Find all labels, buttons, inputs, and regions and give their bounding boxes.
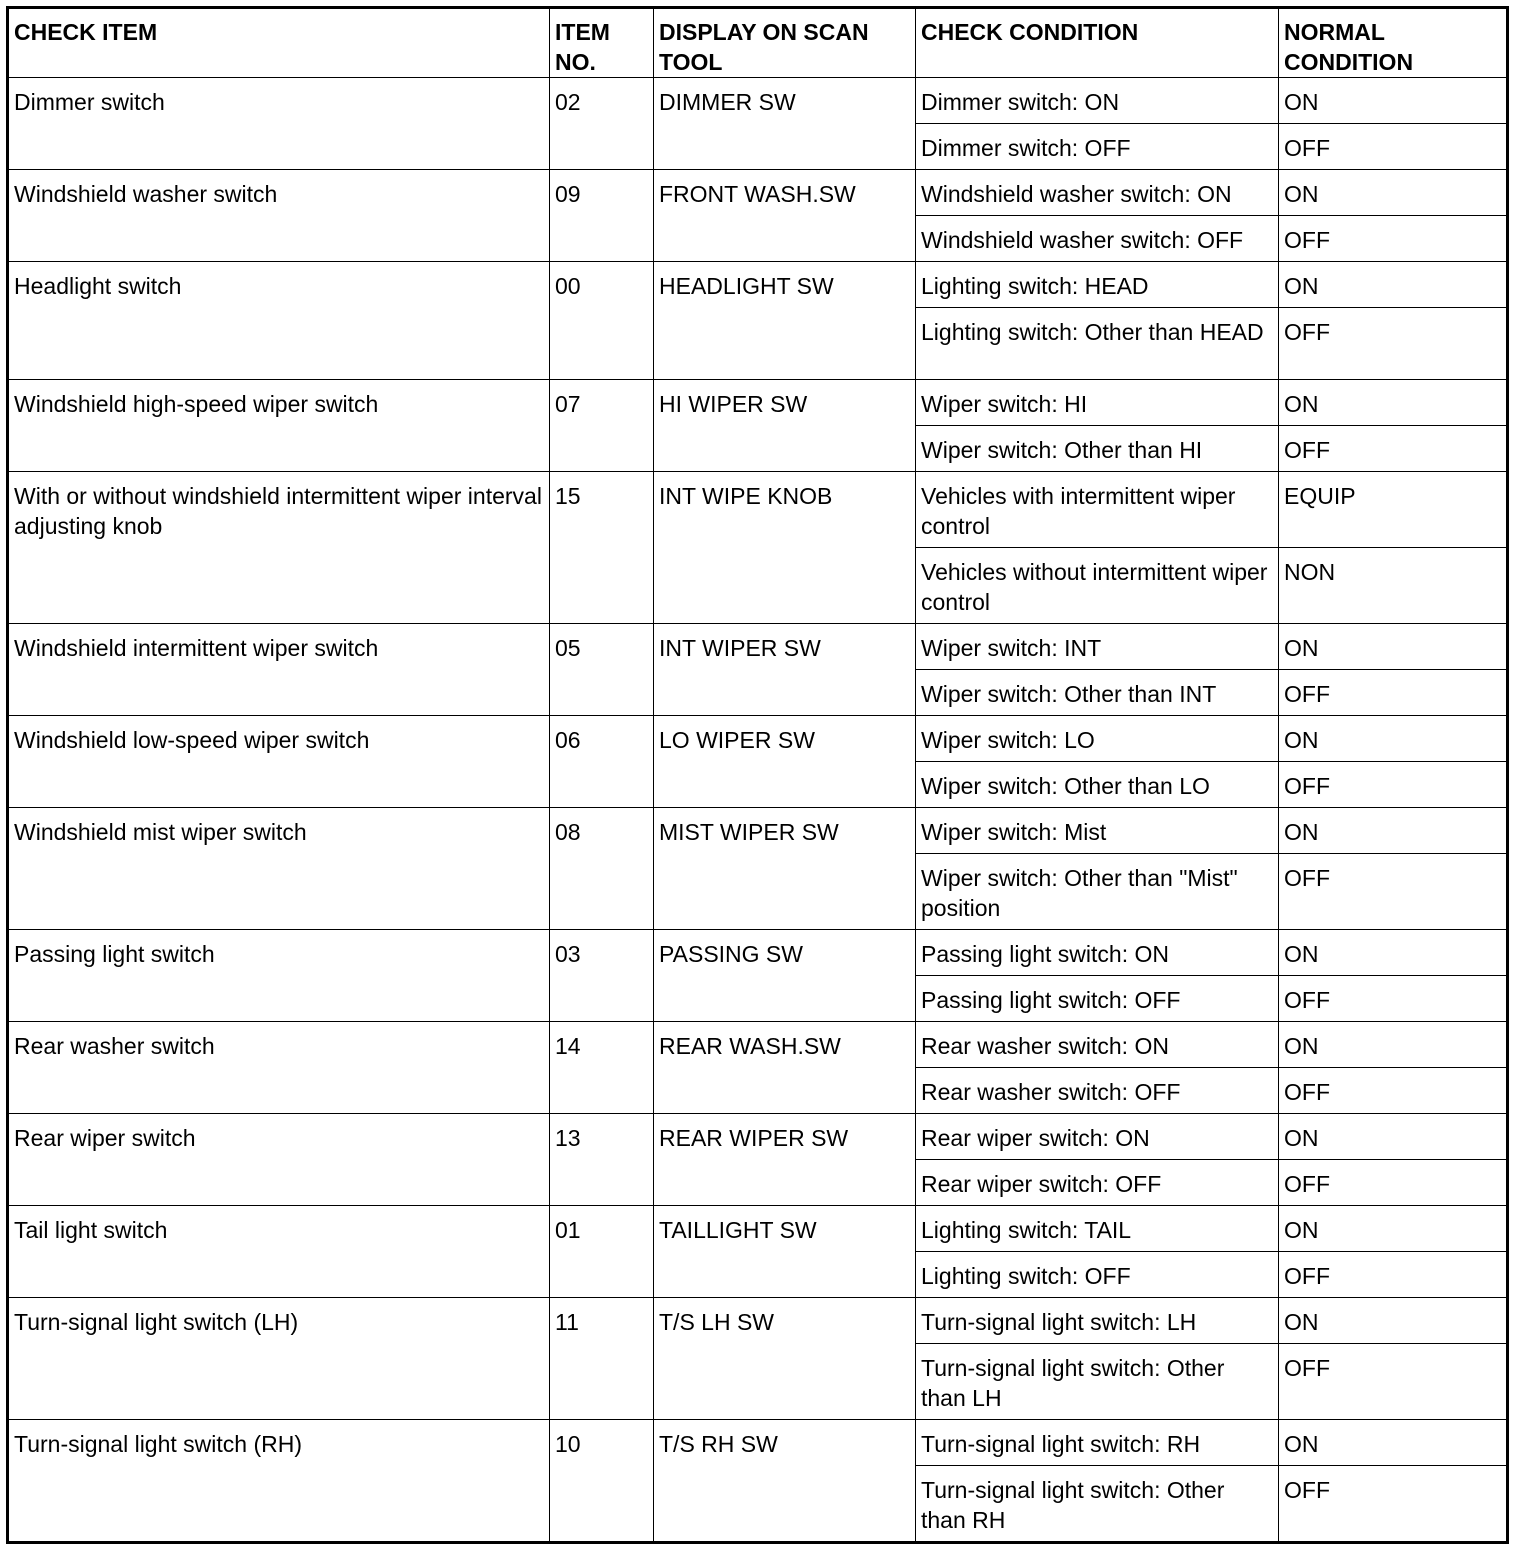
table-row <box>8 1022 1508 1068</box>
cell-item-no: 15 <box>550 472 654 624</box>
cell-item-no: 00 <box>550 262 654 380</box>
cell-item-no: 13 <box>550 1114 654 1206</box>
check-item-table <box>6 6 1509 1544</box>
cell-display-on-scan-tool: FRONT WASH.SW <box>654 170 916 262</box>
table-row <box>8 930 1508 976</box>
table-row <box>8 1420 1508 1466</box>
cell-item-no: 08 <box>550 808 654 930</box>
header-normal-condition: NORMAL CONDITION <box>1279 8 1508 78</box>
cell-check-item: Windshield mist wiper switch <box>8 808 550 930</box>
cell-check-item: Dimmer switch <box>8 78 550 170</box>
cell-check-item: Passing light switch <box>8 930 550 1022</box>
cell-check-condition: Wiper switch: Other than HI <box>916 426 1279 472</box>
cell-display-on-scan-tool: INT WIPE KNOB <box>654 472 916 624</box>
cell-check-condition: Rear wiper switch: OFF <box>916 1160 1279 1206</box>
cell-normal-condition: ON <box>1279 1206 1508 1252</box>
cell-check-condition: Wiper switch: Other than "Mist" position <box>916 854 1279 930</box>
table-row <box>8 716 1508 762</box>
cell-normal-condition: ON <box>1279 1022 1508 1068</box>
cell-normal-condition: OFF <box>1279 308 1508 380</box>
cell-normal-condition: EQUIP <box>1279 472 1508 548</box>
cell-check-condition: Lighting switch: HEAD <box>916 262 1279 308</box>
cell-normal-condition: OFF <box>1279 1160 1508 1206</box>
cell-item-no: 07 <box>550 380 654 472</box>
cell-check-condition: Wiper switch: LO <box>916 716 1279 762</box>
cell-check-condition: Wiper switch: Mist <box>916 808 1279 854</box>
table-row <box>8 808 1508 854</box>
cell-item-no: 14 <box>550 1022 654 1114</box>
cell-check-item: With or without windshield intermittent wiper interval adjusting knob <box>8 472 550 624</box>
table-header-row <box>8 8 1508 78</box>
table-row <box>8 262 1508 308</box>
cell-item-no: 06 <box>550 716 654 808</box>
cell-normal-condition: OFF <box>1279 1068 1508 1114</box>
cell-check-condition: Turn-signal light switch: RH <box>916 1420 1279 1466</box>
cell-display-on-scan-tool: DIMMER SW <box>654 78 916 170</box>
cell-check-item: Headlight switch <box>8 262 550 380</box>
cell-display-on-scan-tool: HI WIPER SW <box>654 380 916 472</box>
cell-display-on-scan-tool: PASSING SW <box>654 930 916 1022</box>
cell-check-item: Turn-signal light switch (RH) <box>8 1420 550 1543</box>
cell-check-condition: Passing light switch: OFF <box>916 976 1279 1022</box>
cell-check-condition: Vehicles without intermittent wiper control <box>916 548 1279 624</box>
table-row <box>8 170 1508 216</box>
cell-item-no: 05 <box>550 624 654 716</box>
cell-check-condition: Windshield washer switch: OFF <box>916 216 1279 262</box>
cell-normal-condition: ON <box>1279 1420 1508 1466</box>
cell-display-on-scan-tool: TAILLIGHT SW <box>654 1206 916 1298</box>
cell-check-condition: Lighting switch: OFF <box>916 1252 1279 1298</box>
cell-normal-condition: ON <box>1279 262 1508 308</box>
cell-normal-condition: ON <box>1279 716 1508 762</box>
cell-normal-condition: OFF <box>1279 1344 1508 1420</box>
cell-normal-condition: ON <box>1279 624 1508 670</box>
cell-check-condition: Lighting switch: Other than HEAD <box>916 308 1279 380</box>
cell-item-no: 11 <box>550 1298 654 1420</box>
cell-check-condition: Lighting switch: TAIL <box>916 1206 1279 1252</box>
table-row <box>8 78 1508 124</box>
cell-check-item: Turn-signal light switch (LH) <box>8 1298 550 1420</box>
header-check-condition: CHECK CONDITION <box>916 8 1279 78</box>
cell-check-item: Rear wiper switch <box>8 1114 550 1206</box>
cell-normal-condition: ON <box>1279 1298 1508 1344</box>
table-row <box>8 1114 1508 1160</box>
cell-normal-condition: NON <box>1279 548 1508 624</box>
cell-normal-condition: OFF <box>1279 216 1508 262</box>
header-display-on-scan-tool: DISPLAY ON SCAN TOOL <box>654 8 916 78</box>
cell-normal-condition: ON <box>1279 930 1508 976</box>
cell-normal-condition: ON <box>1279 380 1508 426</box>
cell-check-condition: Turn-signal light switch: Other than RH <box>916 1466 1279 1543</box>
cell-check-item: Windshield washer switch <box>8 170 550 262</box>
cell-check-condition: Wiper switch: INT <box>916 624 1279 670</box>
cell-item-no: 01 <box>550 1206 654 1298</box>
cell-item-no: 10 <box>550 1420 654 1543</box>
cell-display-on-scan-tool: REAR WIPER SW <box>654 1114 916 1206</box>
cell-display-on-scan-tool: T/S RH SW <box>654 1420 916 1543</box>
cell-normal-condition: OFF <box>1279 762 1508 808</box>
cell-check-condition: Rear wiper switch: ON <box>916 1114 1279 1160</box>
cell-normal-condition: OFF <box>1279 124 1508 170</box>
cell-normal-condition: OFF <box>1279 670 1508 716</box>
cell-check-condition: Passing light switch: ON <box>916 930 1279 976</box>
cell-item-no: 03 <box>550 930 654 1022</box>
table-row <box>8 1298 1508 1344</box>
cell-normal-condition: ON <box>1279 1114 1508 1160</box>
cell-check-condition: Rear washer switch: ON <box>916 1022 1279 1068</box>
cell-check-condition: Vehicles with intermittent wiper control <box>916 472 1279 548</box>
cell-display-on-scan-tool: LO WIPER SW <box>654 716 916 808</box>
cell-display-on-scan-tool: MIST WIPER SW <box>654 808 916 930</box>
cell-check-item: Windshield low-speed wiper switch <box>8 716 550 808</box>
header-item-no: ITEM NO. <box>550 8 654 78</box>
table-row <box>8 472 1508 548</box>
cell-display-on-scan-tool: REAR WASH.SW <box>654 1022 916 1114</box>
cell-normal-condition: ON <box>1279 808 1508 854</box>
cell-display-on-scan-tool: INT WIPER SW <box>654 624 916 716</box>
cell-check-condition: Turn-signal light switch: LH <box>916 1298 1279 1344</box>
table-row <box>8 624 1508 670</box>
cell-check-condition: Turn-signal light switch: Other than LH <box>916 1344 1279 1420</box>
table-body <box>8 78 1508 1543</box>
table-row <box>8 1206 1508 1252</box>
cell-normal-condition: ON <box>1279 170 1508 216</box>
cell-normal-condition: OFF <box>1279 1466 1508 1543</box>
cell-check-condition: Wiper switch: Other than INT <box>916 670 1279 716</box>
cell-item-no: 02 <box>550 78 654 170</box>
cell-check-item: Windshield intermittent wiper switch <box>8 624 550 716</box>
header-check-item: CHECK ITEM <box>8 8 550 78</box>
cell-check-condition: Windshield washer switch: ON <box>916 170 1279 216</box>
cell-check-item: Tail light switch <box>8 1206 550 1298</box>
cell-normal-condition: ON <box>1279 78 1508 124</box>
cell-check-condition: Dimmer switch: OFF <box>916 124 1279 170</box>
cell-normal-condition: OFF <box>1279 426 1508 472</box>
cell-check-condition: Rear washer switch: OFF <box>916 1068 1279 1114</box>
cell-check-item: Windshield high-speed wiper switch <box>8 380 550 472</box>
cell-normal-condition: OFF <box>1279 976 1508 1022</box>
cell-check-condition: Wiper switch: HI <box>916 380 1279 426</box>
cell-check-item: Rear washer switch <box>8 1022 550 1114</box>
cell-item-no: 09 <box>550 170 654 262</box>
cell-check-condition: Dimmer switch: ON <box>916 78 1279 124</box>
cell-display-on-scan-tool: HEADLIGHT SW <box>654 262 916 380</box>
cell-normal-condition: OFF <box>1279 1252 1508 1298</box>
cell-display-on-scan-tool: T/S LH SW <box>654 1298 916 1420</box>
cell-check-condition: Wiper switch: Other than LO <box>916 762 1279 808</box>
cell-normal-condition: OFF <box>1279 854 1508 930</box>
table-row <box>8 380 1508 426</box>
